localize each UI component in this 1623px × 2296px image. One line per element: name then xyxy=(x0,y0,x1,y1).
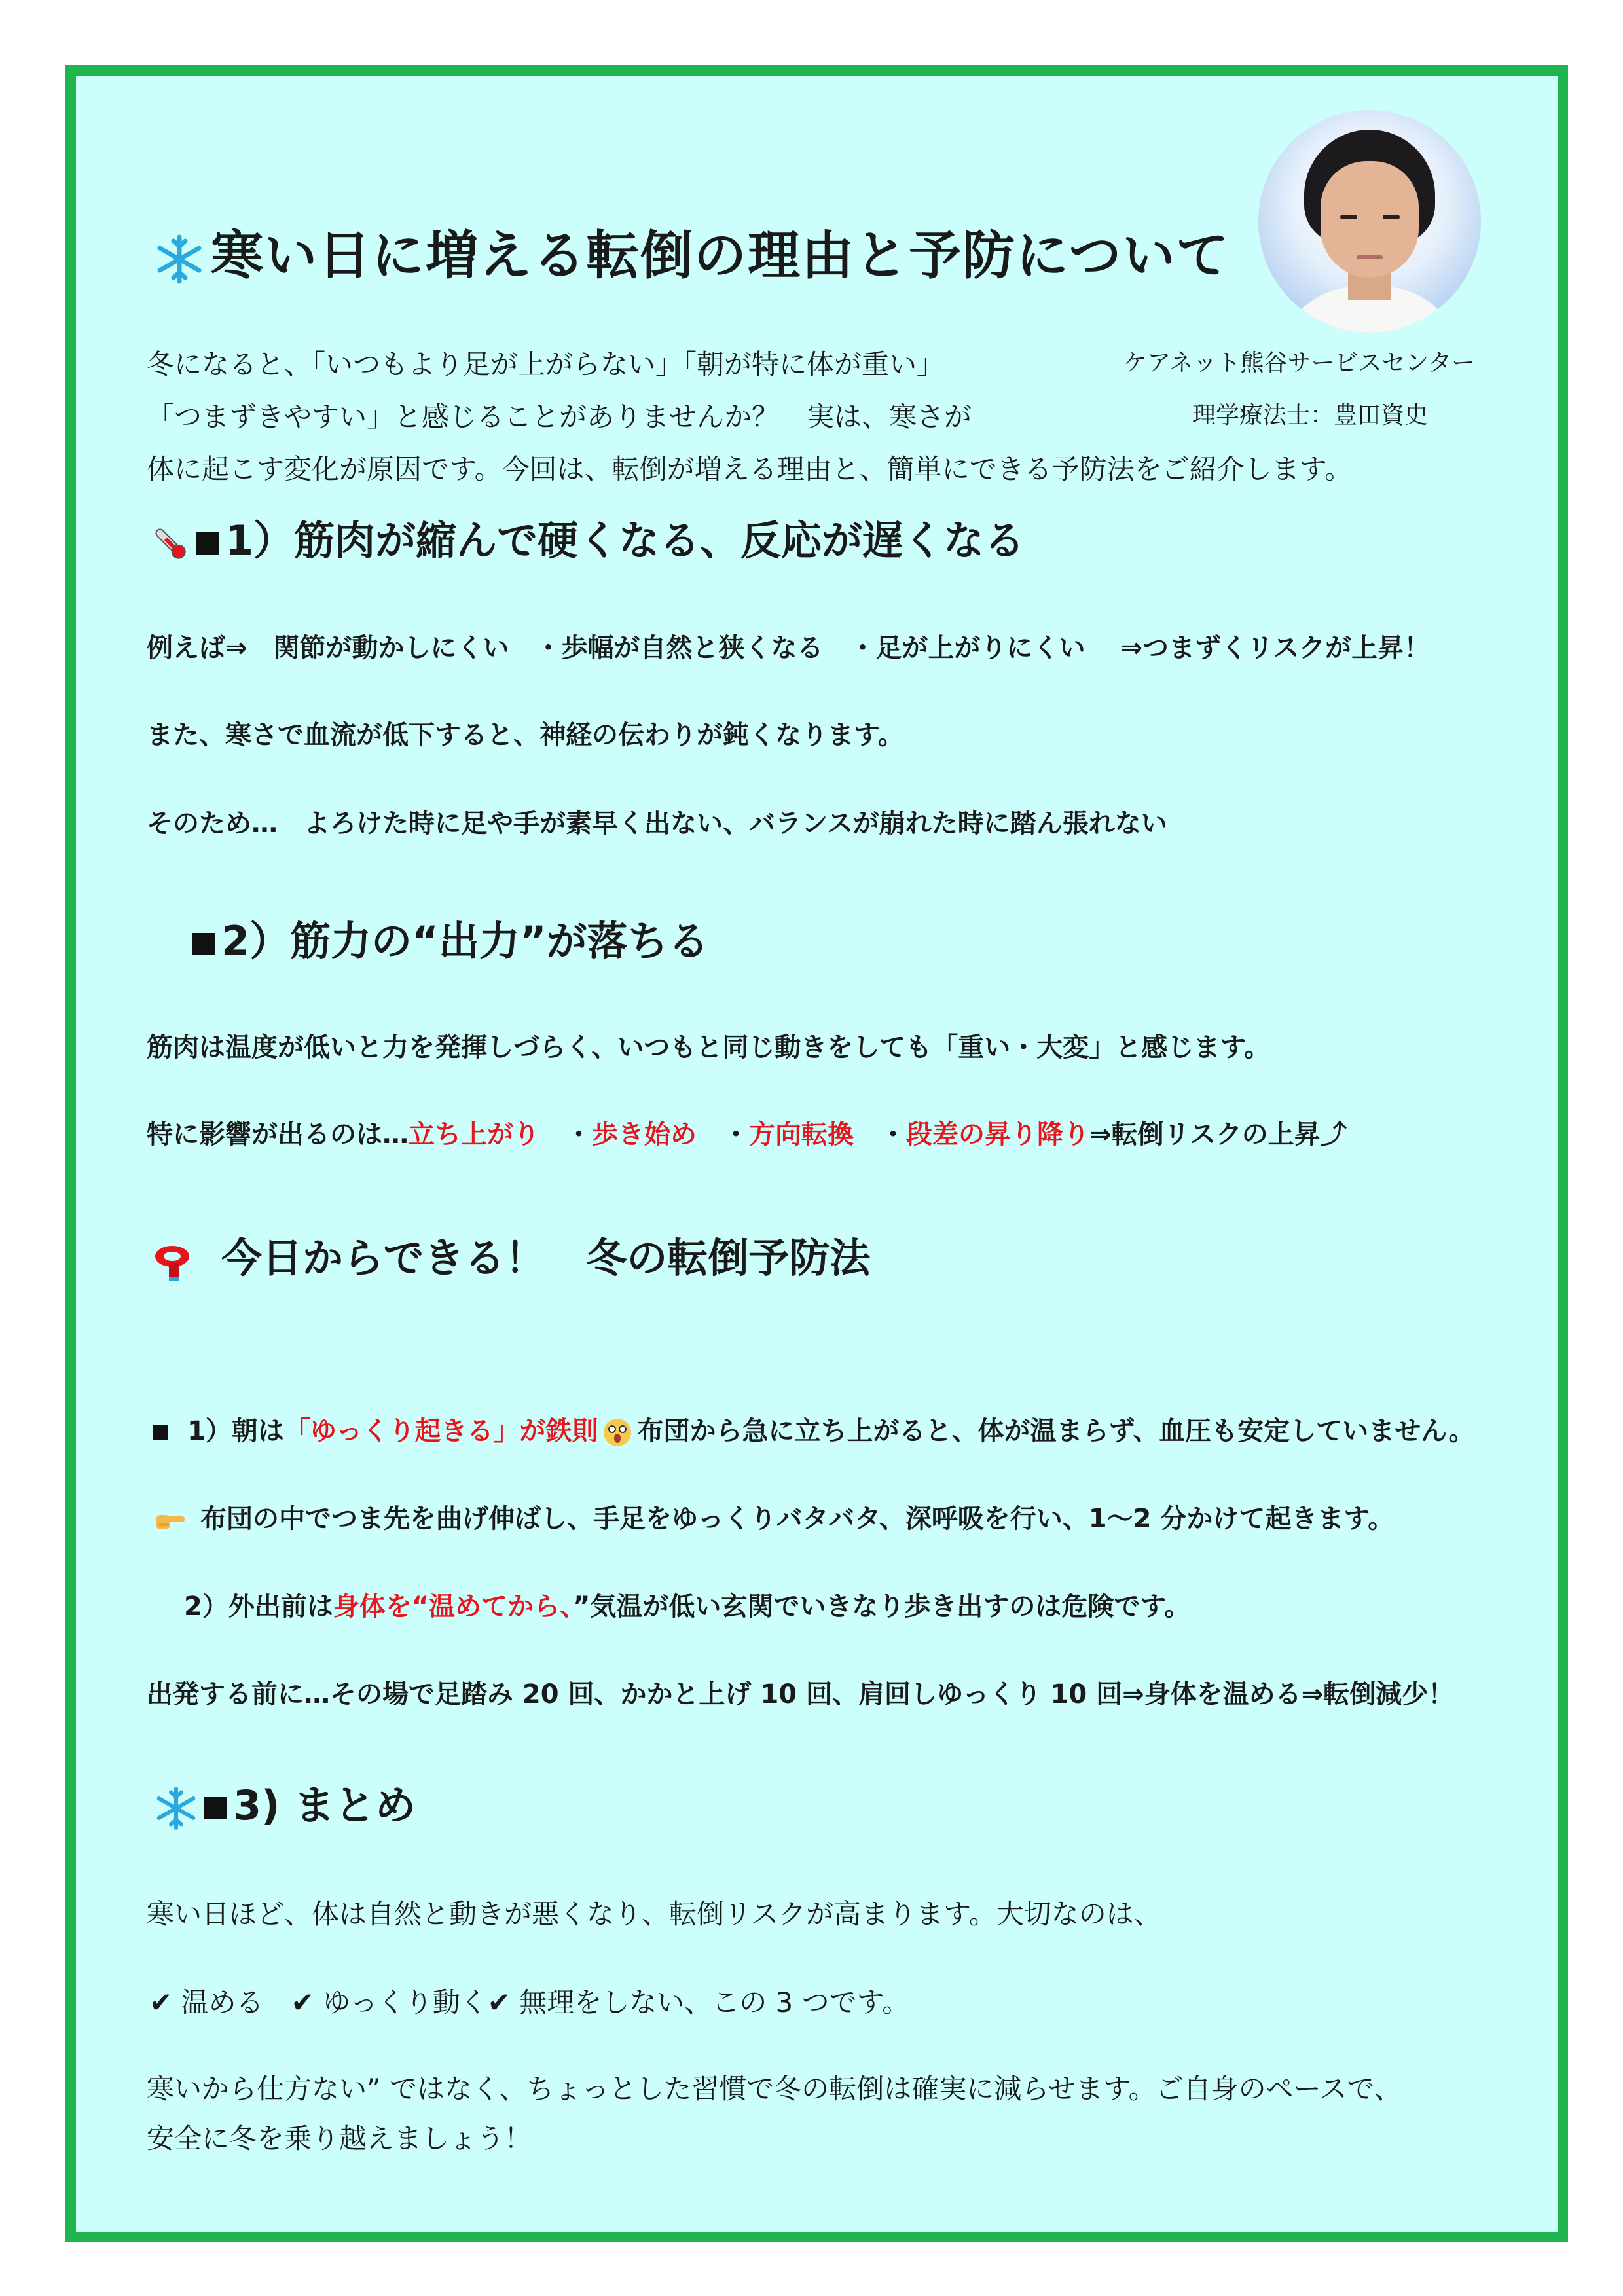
author-org: ケアネット熊谷サービスセンター xyxy=(1123,350,1476,376)
page-title: 寒い日に増える転倒の理由と予防について xyxy=(153,213,1230,289)
section2-heading: 2）筋力の“出力”が落ちる xyxy=(192,909,709,967)
square-bullet xyxy=(153,1425,168,1440)
section4-heading: 3) まとめ xyxy=(153,1773,416,1831)
surprised-face-icon xyxy=(602,1417,633,1448)
square-bullet xyxy=(192,933,215,955)
section3-text-4: 出発する前に…その場で足踏み 20 回、かかと上げ 10 回、肩回しゆっくり 10 回⇒身体を温める⇒転倒減少！ xyxy=(147,1679,1455,1709)
pointing-hand-icon xyxy=(153,1507,186,1533)
section1-text-2: また、寒さで血流が低下すると、神経の伝わりが鈍くなります。 xyxy=(147,720,904,750)
section4-text-2: ✔ 温める ✔ ゆっくり動く✔ 無理をしない、この 3 つです。 xyxy=(149,1986,910,2018)
thermometer-icon xyxy=(149,522,191,564)
section1-text-1: 例えば⇒ 関節が動かしにくい ・歩幅が自然と狭くなる ・足が上がりにくい ⇒つまずくリスクが上昇！ xyxy=(147,633,1431,663)
square-bullet xyxy=(196,532,219,555)
flyer-sheet xyxy=(65,65,1568,2242)
section4-text-4: 安全に冬を乗り越えましょう！ xyxy=(147,2123,532,2155)
section3-text-1: 1）朝は「ゆっくり起きる」が鉄則 布団から急に立ち上がると、体が温まらず、血圧も安定していません。 xyxy=(153,1410,1475,1448)
section3-heading: 今日からできる！ 冬の転倒予防法 xyxy=(149,1226,870,1284)
section2-text-2: 特に影響が出るのは…立ち上がり ・歩き始め ・方向転換 ・段差の昇り降り⇒転倒リスクの上昇⤴ xyxy=(147,1120,1347,1150)
snowflake-icon xyxy=(153,233,206,285)
intro-line-2: 「つまずきやすい」と感じることがありませんか？ 実は、寒さが xyxy=(147,401,972,433)
section2-text-1: 筋肉は温度が低いと力を発揮しづらく、いつもと同じ動きをしても「重い・大変」と感じます。 xyxy=(147,1032,1270,1063)
snowflake-icon xyxy=(153,1785,199,1831)
author-role-name: 理学療法士：豊田資史 xyxy=(1192,402,1429,429)
scarf-icon xyxy=(149,1238,195,1284)
intro-line-3: 体に起こす変化が原因です。今回は、転倒が増える理由と、簡単にできる予防法をご紹介します。 xyxy=(147,453,1353,485)
section3-text-3: 2）外出前は身体を“温めてから、”気温が低い玄関でいきなり歩き出すのは危険です。 xyxy=(184,1592,1191,1622)
section3-text-2: 布団の中でつま先を曲げ伸ばし、手足をゆっくりバタバタ、深呼吸を行い、1〜2 分かけて起きます。 xyxy=(153,1498,1394,1535)
section1-heading: 1）筋肉が縮んで硬くなる、反応が遅くなる xyxy=(149,508,1025,566)
author-photo xyxy=(1258,110,1481,333)
section1-text-3: そのため… よろけた時に足や手が素早く出ない、バランスが崩れた時に踏ん張れない xyxy=(147,809,1167,839)
intro-line-1: 冬になると、「いつもより足が上がらない」「朝が特に体が重い」 xyxy=(147,348,945,380)
square-bullet xyxy=(204,1797,227,1819)
section4-text-1: 寒い日ほど、体は自然と動きが悪くなり、転倒リスクが高まります。大切なのは、 xyxy=(147,1898,1161,1930)
section4-text-3: 寒いから仕方ない” ではなく、ちょっとした習慣で冬の転倒は確実に減らせます。ご自身のペースで、 xyxy=(147,2073,1402,2105)
